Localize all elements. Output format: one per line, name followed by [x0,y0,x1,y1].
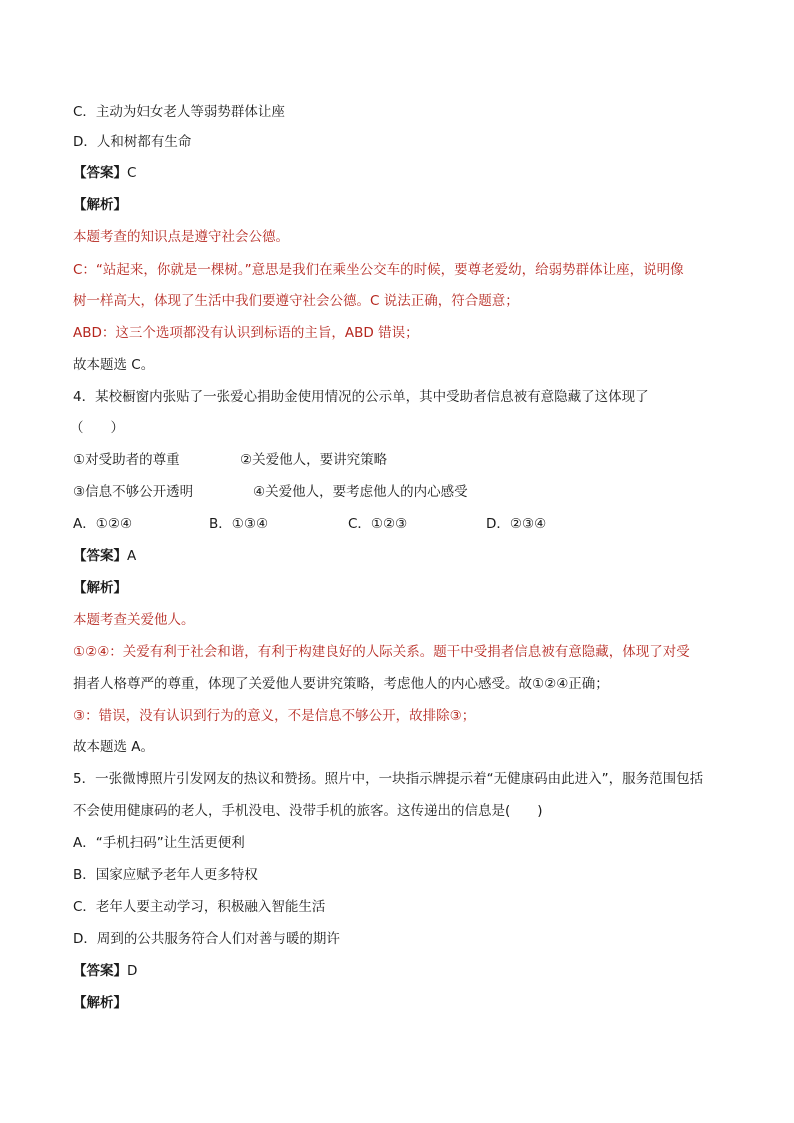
q4-analysis-line-4: ③：错误，没有认识到行为的意义，不是信息不够公开，故排除③； [73,708,476,724]
q4-choice-d: D．②③④ [486,516,547,532]
q4-answer [73,547,136,565]
q4-analysis-label: 【解析】 [73,580,127,596]
q3-option-d: D．人和树都有生命 [73,134,192,150]
q5-stem-line-2: 不会使用健康码的老人，手机没电、没带手机的旅客。这传递出的信息是( ) [73,803,543,819]
q4-statement-3: ③信息不够公开透明 [73,484,194,500]
answer-value: A [127,548,137,564]
q3-analysis-line-1: 本题考查的知识点是遵守社会公德。 [73,229,289,245]
q5-option-d: D．周到的公共服务符合人们对善与暖的期许 [73,931,340,947]
q5-stem-line-1: 5．一张微博照片引发网友的热议和赞扬。照片中，一块指示牌提示着“无健康码由此进入”，服务范围包括 [73,771,704,787]
answer-label: 【答案】 [73,165,127,181]
answer-label: 【答案】 [73,548,127,564]
q5-option-b: B．国家应赋予老年人更多特权 [73,867,258,883]
q4-choice-c: C．①②③ [348,516,408,532]
q4-blank: （ ） [70,420,124,436]
q4-analysis-line-3: 捐者人格尊严的尊重，体现了关爱他人要讲究策略，考虑他人的内心感受。故①②④正确； [73,676,609,692]
q3-option-c: C．主动为妇女老人等弱势群体让座 [73,104,285,120]
q4-statement-4: ④关爱他人，要考虑他人的内心感受 [253,484,468,500]
q5-analysis-label: 【解析】 [73,995,127,1011]
q3-answer [73,164,136,182]
q3-conclusion: 故本题选 C。 [73,357,155,373]
q4-choice-b: B．①③④ [209,516,269,532]
q5-option-c: C．老年人要主动学习，积极融入智能生活 [73,899,326,915]
answer-value: C [127,165,137,181]
q4-choice-a: A．①②④ [73,516,133,532]
q3-analysis-label: 【解析】 [73,197,127,213]
q3-analysis-line-4: ABD：这三个选项都没有认识到标语的主旨，ABD 错误； [73,325,419,341]
q4-analysis-line-2: ①②④：关爱有利于社会和谐，有利于构建良好的人际关系。题干中受捐者信息被有意隐藏，体现了对受 [73,644,690,660]
q3-analysis-line-2: C：“站起来，你就是一棵树。”意思是我们在乘坐公交车的时候，要尊老爱幼，给弱势群体让座，说明像 [73,262,684,278]
q4-conclusion: 故本题选 A。 [73,739,155,755]
answer-value: D [127,963,138,979]
q4-statement-2: ②关爱他人，要讲究策略 [240,452,388,468]
answer-label: 【答案】 [73,963,127,979]
q5-answer [73,962,137,980]
q4-statement-1: ①对受助者的尊重 [73,452,180,468]
q3-analysis-line-3: 树一样高大，体现了生活中我们要遵守社会公德。C 说法正确，符合题意； [73,293,519,309]
q4-stem: 4．某校橱窗内张贴了一张爱心捐助金使用情况的公示单，其中受助者信息被有意隐藏了这体现了 [73,389,649,405]
q4-analysis-line-1: 本题考查关爱他人。 [73,612,195,628]
q5-option-a: A．“手机扫码”让生活更便利 [73,835,245,851]
